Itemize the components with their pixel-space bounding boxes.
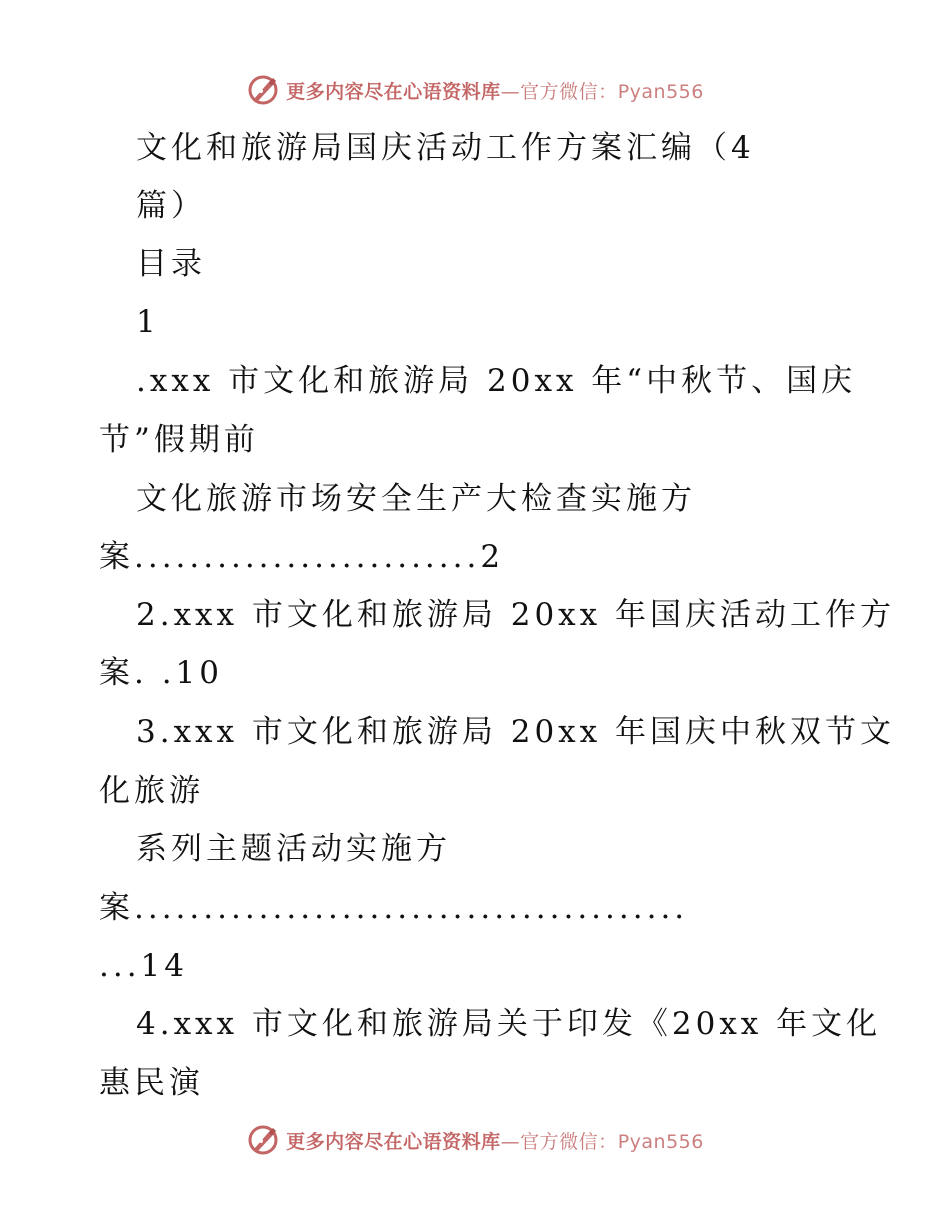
pen-logo-icon bbox=[246, 73, 280, 107]
toc-item-3-line-4: 案........................................ bbox=[99, 890, 689, 926]
footer-watermark bbox=[0, 1120, 950, 1160]
toc-item-1-line-2: 节”假期前 bbox=[99, 422, 259, 458]
document-title-line-2: 篇） bbox=[136, 188, 206, 224]
toc-item-1-line-3: 文化旅游市场安全生产大检查实施方 bbox=[136, 481, 696, 517]
toc-item-4-line-2: 惠民演 bbox=[99, 1065, 204, 1101]
document-title-line-1: 文化和旅游局国庆活动工作方案汇编（4 bbox=[136, 130, 755, 166]
pen-logo-icon bbox=[246, 1123, 280, 1157]
watermark-id: Pyan556 bbox=[617, 80, 704, 103]
header-watermark bbox=[0, 70, 950, 110]
toc-heading: 目录 bbox=[136, 246, 206, 282]
toc-item-3-line-2: 化旅游 bbox=[99, 773, 204, 809]
toc-item-2-line-1: 2.xxx 市文化和旅游局 20xx 年国庆活动工作方 bbox=[136, 597, 895, 633]
toc-item-3-line-1: 3.xxx 市文化和旅游局 20xx 年国庆中秋双节文 bbox=[136, 714, 895, 750]
watermark-dash: — bbox=[500, 1130, 521, 1153]
watermark-suffix: 官方微信： bbox=[520, 80, 618, 103]
toc-item-2-line-2: 案. .10 bbox=[99, 655, 224, 691]
toc-item-3-line-3: 系列主题活动实施方 bbox=[136, 831, 451, 867]
watermark-suffix: 官方微信： bbox=[520, 1130, 618, 1153]
watermark-id: Pyan556 bbox=[617, 1130, 704, 1153]
toc-item-1-line-4: 案.........................2 bbox=[99, 539, 505, 575]
toc-item-3-line-5: ...14 bbox=[99, 948, 189, 984]
toc-item-1-line-1: .xxx 市文化和旅游局 20xx 年“中秋节、国庆 bbox=[136, 363, 857, 399]
watermark-text: 更多内容尽在心语资料库 bbox=[286, 80, 501, 103]
watermark-text: 更多内容尽在心语资料库 bbox=[286, 1130, 501, 1153]
watermark-dash: — bbox=[500, 80, 521, 103]
toc-item-4-line-1: 4.xxx 市文化和旅游局关于印发《20xx 年文化 bbox=[136, 1006, 882, 1042]
toc-number-1: 1 bbox=[136, 304, 160, 340]
